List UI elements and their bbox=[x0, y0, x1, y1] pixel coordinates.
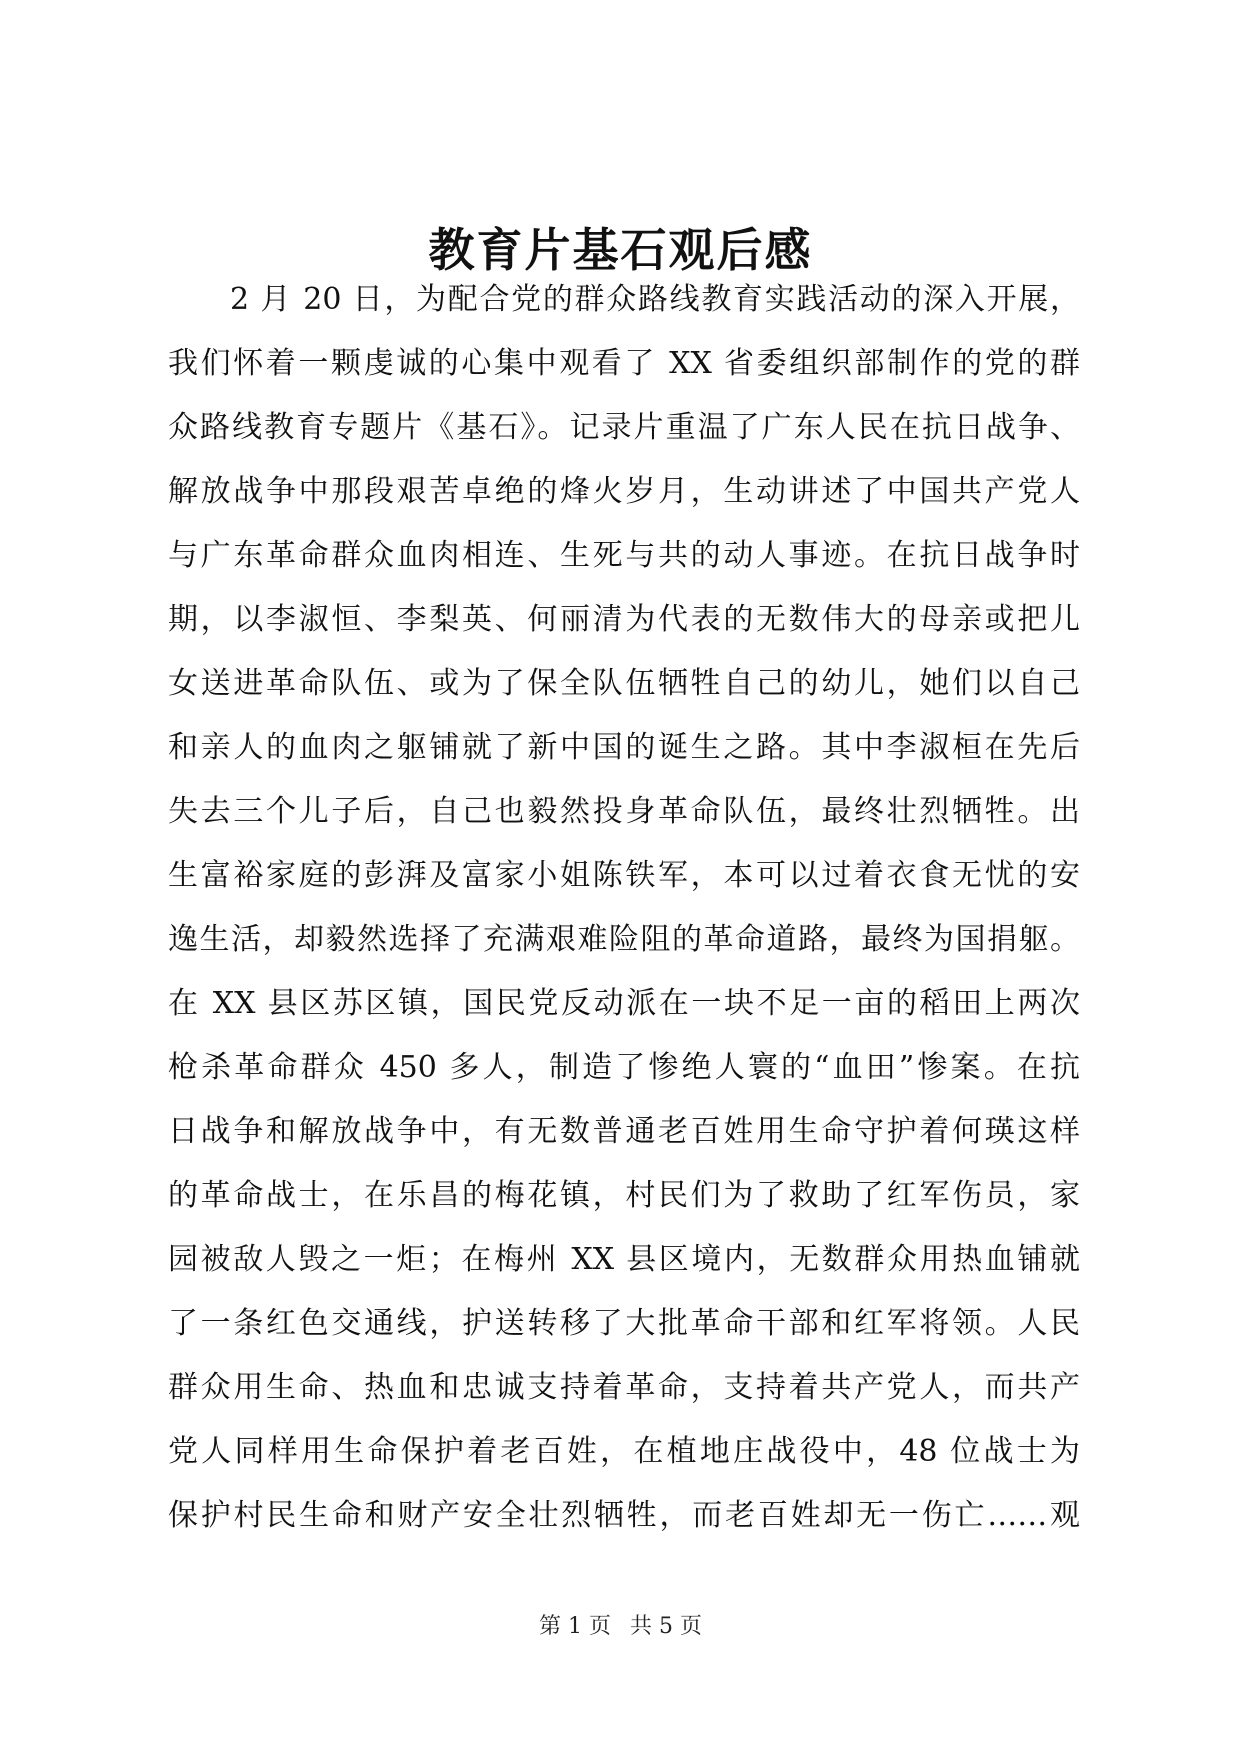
total-pages: 共 5 页 bbox=[630, 1614, 702, 1639]
document-title: 教育片基石观后感 bbox=[428, 223, 813, 277]
text-line: 生富裕家庭的彭湃及富家小姐陈铁军，本可以过着衣食无忧的安 bbox=[168, 858, 1080, 893]
text-line: 期，以李淑恒、李梨英、何丽清为代表的无数伟大的母亲或把儿 bbox=[168, 602, 1080, 637]
text-line: 的革命战士，在乐昌的梅花镇，村民们为了救助了红军伤员，家 bbox=[168, 1178, 1080, 1213]
text-line: 失去三个儿子后，自己也毅然投身革命队伍，最终壮烈牺牲。出 bbox=[168, 794, 1080, 829]
text-line: 日战争和解放战争中，有无数普通老百姓用生命守护着何瑛这样 bbox=[168, 1114, 1080, 1149]
page-number: 第 1 页 bbox=[539, 1614, 611, 1639]
text-line: 群众用生命、热血和忠诚支持着革命，支持着共产党人，而共产 bbox=[168, 1370, 1080, 1405]
text-line: 党人同样用生命保护着老百姓，在植地庄战役中，48 位战士为 bbox=[168, 1434, 1080, 1469]
text-line: 和亲人的血肉之躯铺就了新中国的诞生之路。其中李淑桓在先后 bbox=[168, 730, 1080, 765]
text-line: 在 XX 县区苏区镇，国民党反动派在一块不足一亩的稻田上两次 bbox=[168, 986, 1080, 1021]
text-line: 了一条红色交通线，护送转移了大批革命干部和红军将领。人民 bbox=[168, 1306, 1080, 1341]
text-line: 女送进革命队伍、或为了保全队伍牺牲自己的幼儿，她们以自己 bbox=[168, 666, 1080, 701]
text-line: 保护村民生命和财产安全壮烈牺牲，而老百姓却无一伤亡……观 bbox=[168, 1498, 1080, 1533]
page-footer bbox=[0, 1612, 1241, 1642]
text-line: 与广东革命群众血肉相连、生死与共的动人事迹。在抗日战争时 bbox=[168, 538, 1080, 573]
text-line: 我们怀着一颗虔诚的心集中观看了 XX 省委组织部制作的党的群 bbox=[168, 346, 1080, 381]
text-line: 枪杀革命群众 450 多人，制造了惨绝人寰的“血田”惨案。在抗 bbox=[168, 1050, 1080, 1085]
text-line: 2 月 20 日，为配合党的群众路线教育实践活动的深入开展， bbox=[230, 282, 1080, 317]
text-line: 园被敌人毁之一炬；在梅州 XX 县区境内，无数群众用热血铺就 bbox=[168, 1242, 1080, 1277]
body-paragraph bbox=[168, 268, 1080, 1548]
text-line: 众路线教育专题片《基石》。记录片重温了广东人民在抗日战争、 bbox=[168, 410, 1080, 445]
text-line: 解放战争中那段艰苦卓绝的烽火岁月，生动讲述了中国共产党人 bbox=[168, 474, 1080, 509]
text-line: 逸生活，却毅然选择了充满艰难险阻的革命道路，最终为国捐躯。 bbox=[168, 922, 1080, 957]
